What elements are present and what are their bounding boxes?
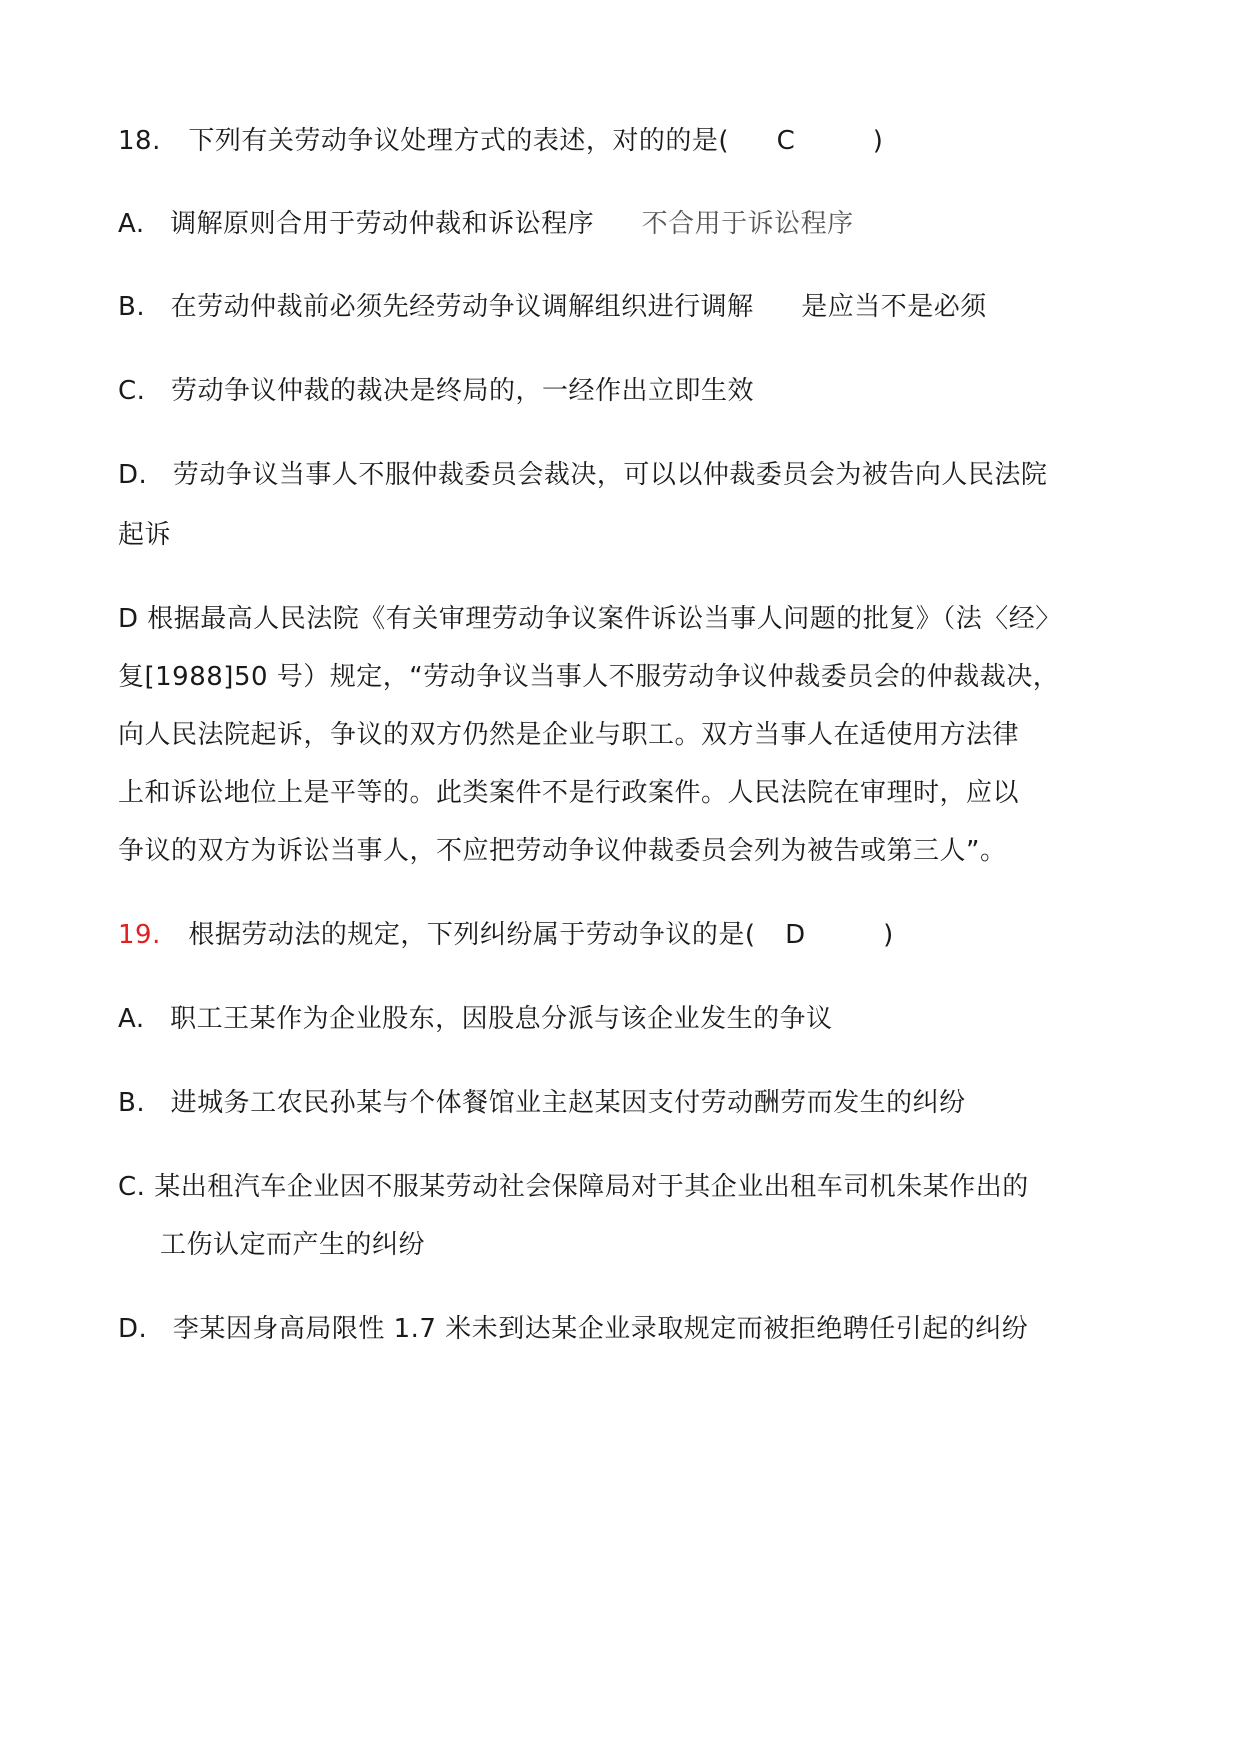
option-text: 调解原则合用于劳动仲裁和诉讼程序 <box>170 209 595 239</box>
option-d <box>118 458 1047 492</box>
explanation-line: 向人民法院起诉，争议的双方仍然是企业与职工。双方当事人在适使用方法律 <box>118 720 1020 750</box>
option-label: C. <box>118 1172 146 1202</box>
option-b <box>118 1086 966 1120</box>
explanation-line: 复[1988]50 号）规定，“劳动争议当事人不服劳动争议仲裁委员会的仲裁裁决， <box>118 662 1060 692</box>
explanation-line: 上和诉讼地位上是平等的。此类案件不是行政案件。人民法院在审理时，应以 <box>118 778 1020 808</box>
option-text: 在劳动仲裁前必须先经劳动争议调解组织进行调解 <box>170 292 754 322</box>
option-a <box>118 1002 833 1036</box>
option-text: 李某因身高局限性 1.7 米未到达某企业录取规定而被拒绝聘任引起的纠纷 <box>172 1314 1029 1344</box>
option-label: A. <box>118 1004 145 1034</box>
question-text: 根据劳动法的规定，下列纠纷属于劳动争议的是( <box>188 920 756 950</box>
option-b <box>118 290 987 324</box>
option-label: D. <box>118 460 148 490</box>
option-text: 劳动争议当事人不服仲裁委员会裁决，可以以仲裁委员会为被告向人民法院 <box>172 460 1048 490</box>
option-d-continued <box>118 518 171 552</box>
explanation-line: D 根据最高人民法院《有关审理劳动争议案件诉讼当事人问题的批复》（法〈经〉 <box>118 604 1062 634</box>
question-number: 19. <box>118 920 161 950</box>
question-number: 18. <box>118 126 161 156</box>
option-c <box>118 1170 1029 1204</box>
option-c <box>118 374 754 408</box>
option-label: C. <box>118 376 146 406</box>
question-19-stem <box>118 918 894 952</box>
option-label: B. <box>118 1088 146 1118</box>
answer-letter: C <box>776 126 796 156</box>
option-label: D. <box>118 1314 148 1344</box>
answer-close-paren: ) <box>883 920 894 950</box>
option-label: A. <box>118 209 145 239</box>
option-text: 进城务工农民孙某与个体餐馆业主赵某因支付劳动酬劳而发生的纠纷 <box>170 1088 966 1118</box>
option-note: 不合用于诉讼程序 <box>641 209 854 239</box>
question-18-stem <box>118 124 883 158</box>
option-text: 某出租汽车企业因不服某劳动社会保障局对于其企业出租车司机朱某作出的 <box>154 1172 1029 1202</box>
option-text: 起诉 <box>118 520 172 550</box>
answer-letter: D <box>785 920 806 950</box>
explanation-line: 争议的双方为诉讼当事人，不应把劳动争议仲裁委员会列为被告或第三人”。 <box>118 836 1007 866</box>
option-text: 劳动争议仲裁的裁决是终局的，一经作出立即生效 <box>170 376 754 406</box>
option-text: 职工王某作为企业股东，因股息分派与该企业发生的争议 <box>170 1004 833 1034</box>
option-label: B. <box>118 292 146 322</box>
option-d <box>118 1312 1028 1346</box>
option-c-continued <box>160 1228 425 1262</box>
option-a <box>118 207 854 241</box>
option-note: 是应当不是必须 <box>801 292 987 322</box>
question-text: 下列有关劳动争议处理方式的表述，对的的是( <box>188 126 730 156</box>
answer-close-paren: ) <box>872 126 884 156</box>
option-text: 工伤认定而产生的纠纷 <box>160 1230 426 1260</box>
